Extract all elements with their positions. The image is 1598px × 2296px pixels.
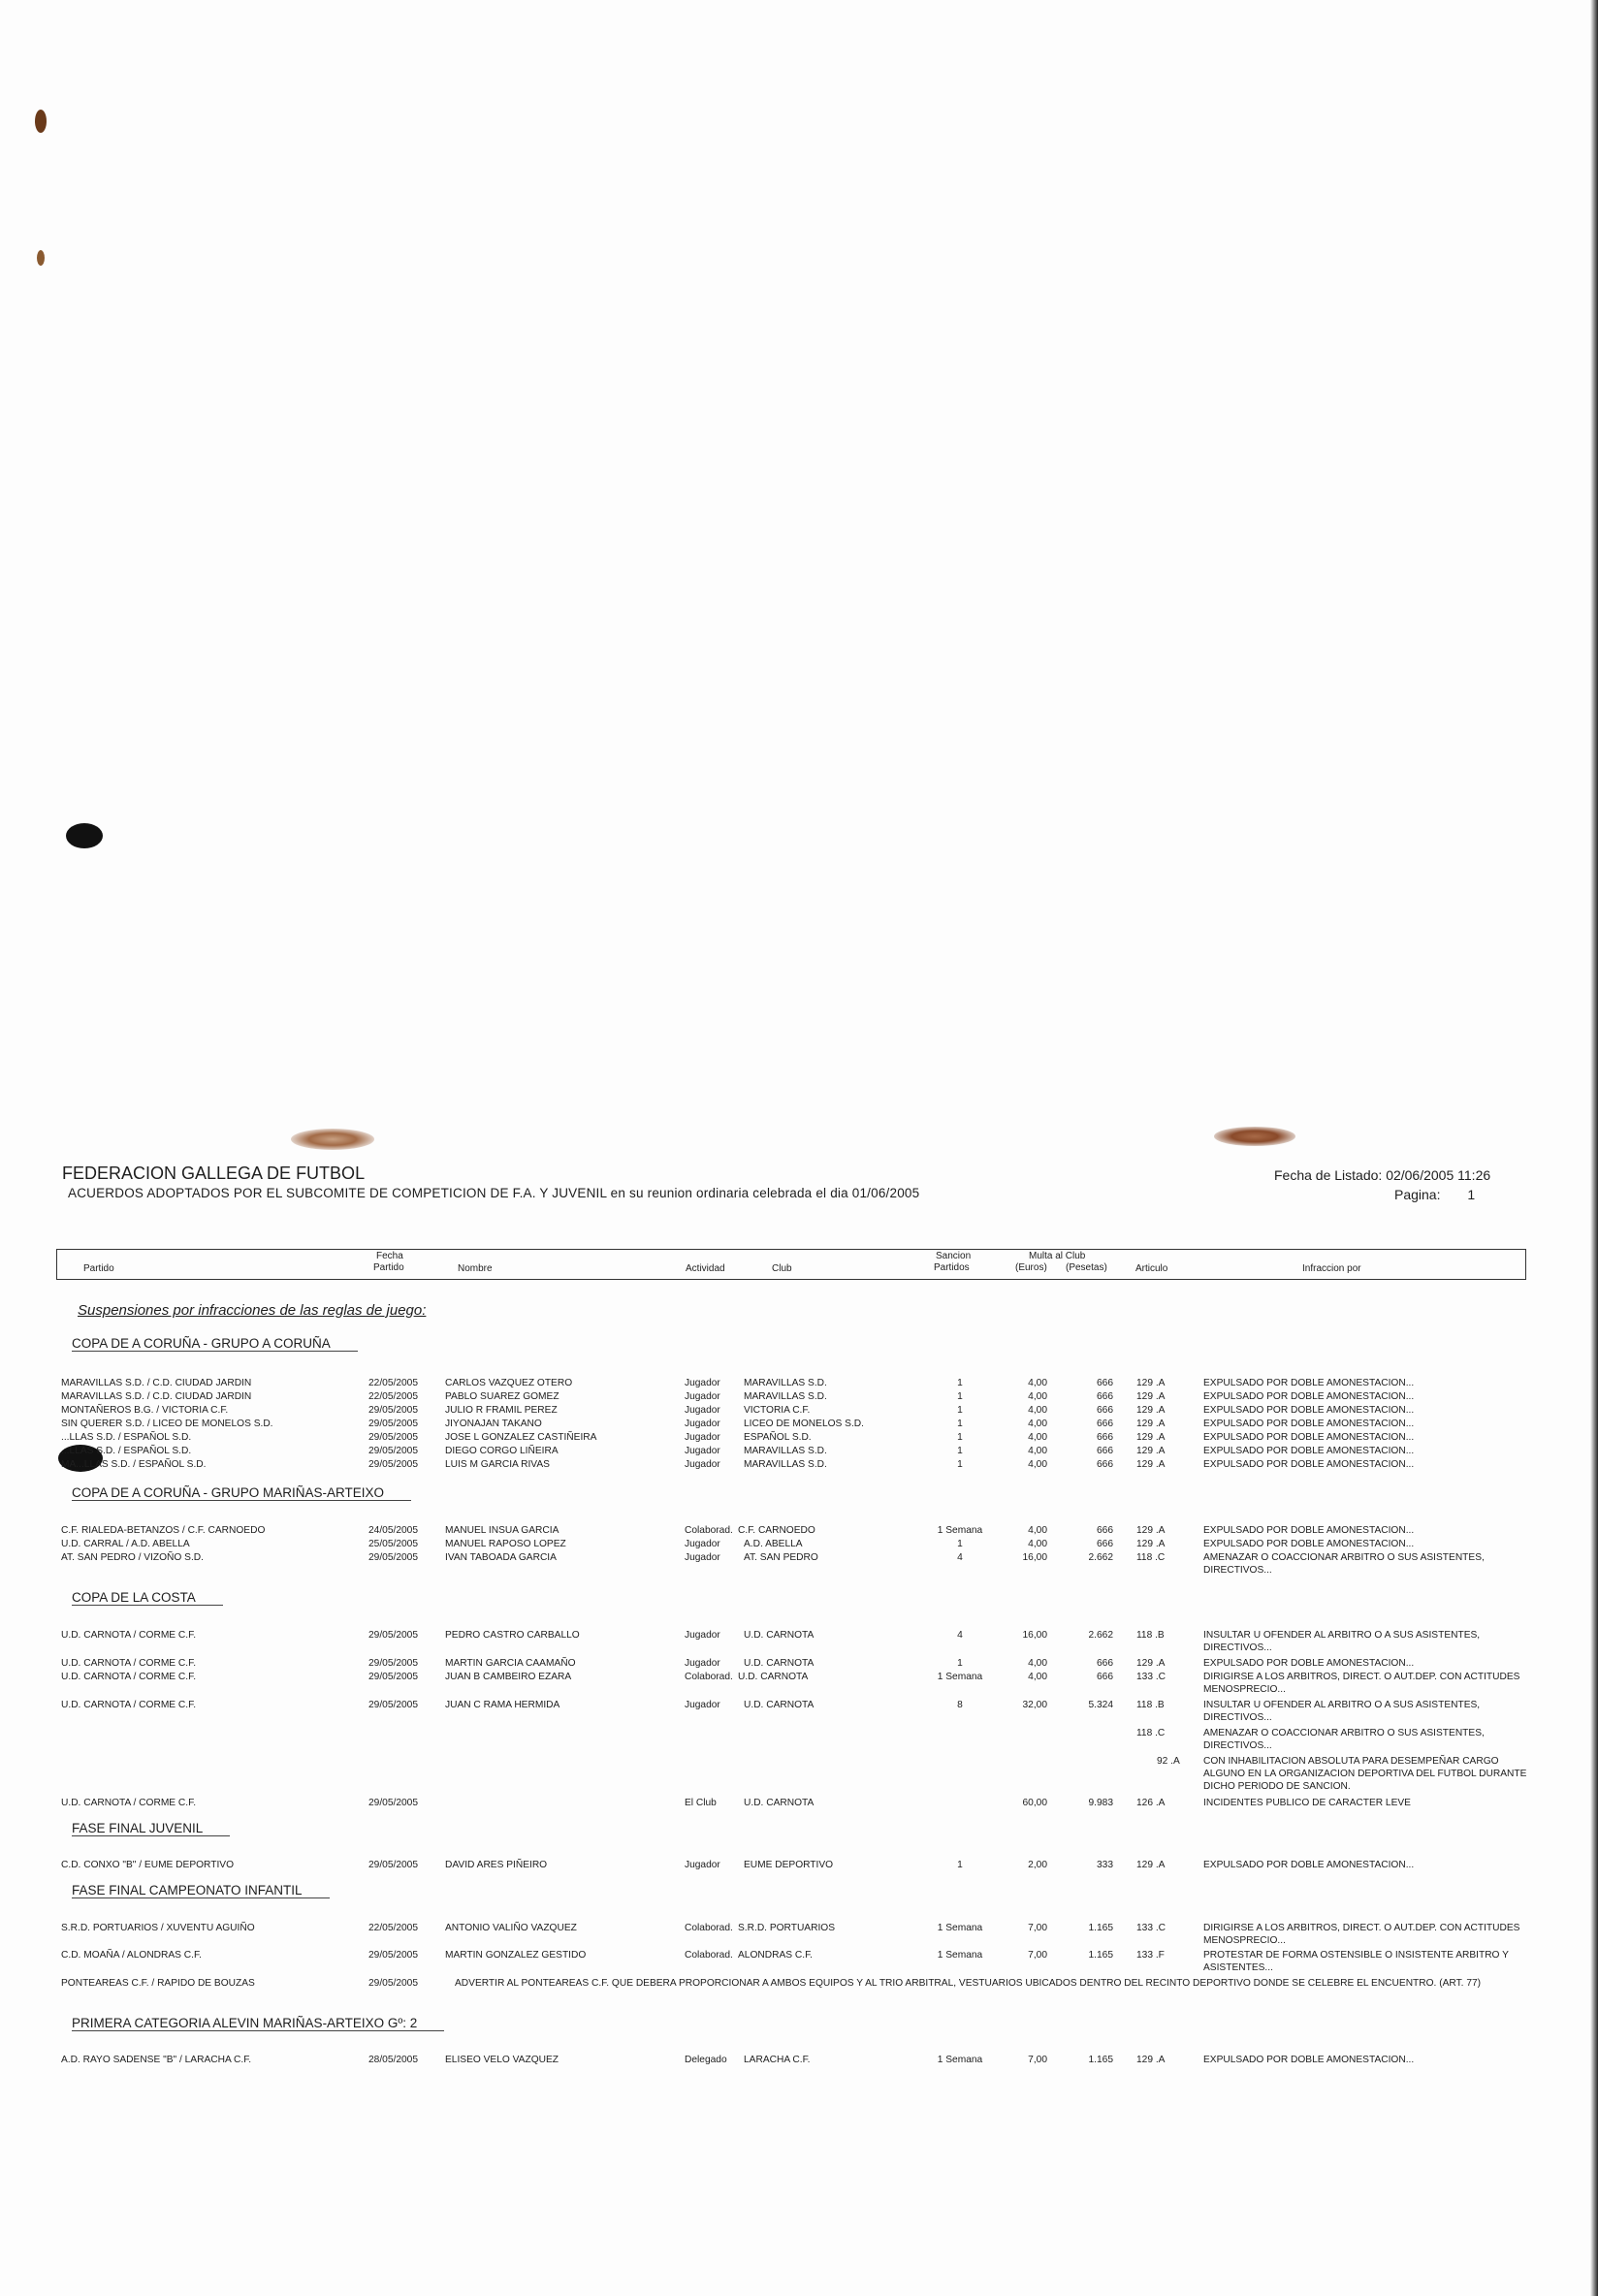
cell-act: Jugador	[685, 1446, 720, 1456]
cell-club: U.D. CARNOTA	[744, 1630, 815, 1641]
cell-art: 133 .F	[1136, 1950, 1165, 1961]
cell-euros: 7,00	[1028, 1923, 1047, 1933]
cell-club: VICTORIA C.F.	[744, 1405, 811, 1416]
cell-art: 129 .A	[1136, 2055, 1166, 2065]
cell-part: MA...LLAS S.D. / ESPAÑOL S.D.	[61, 1459, 207, 1470]
cell-act: Colaborad.	[685, 1950, 733, 1961]
cell-euros: 4,00	[1028, 1446, 1047, 1456]
cell-pes: 2.662	[1088, 1630, 1113, 1641]
cell-pes: 666	[1097, 1432, 1113, 1443]
table-row	[0, 1671, 1598, 1695]
page-label: Pagina:	[1394, 1187, 1441, 1202]
cell-inf: EXPULSADO POR DOBLE AMONESTACION...	[1203, 1378, 1415, 1388]
cell-nombre: PEDRO CASTRO CARBALLO	[445, 1630, 580, 1641]
cell-inf: AMENAZAR O COACCIONAR ARBITRO O SUS ASISTENTES, DIRECTIVOS...	[1203, 1728, 1485, 1751]
cell-pes: 5.324	[1088, 1700, 1113, 1710]
cell-inf: AMENAZAR O COACCIONAR ARBITRO O SUS ASISTENTES, DIRECTIVOS...	[1203, 1552, 1485, 1576]
cell-act: Jugador	[685, 1391, 720, 1402]
cell-pes: 1.165	[1088, 1950, 1113, 1961]
cell-club: S.R.D. PORTUARIOS	[738, 1923, 836, 1933]
cell-part: U.D. CARNOTA / CORME C.F.	[61, 1700, 197, 1710]
cell-fecha: 29/05/2005	[368, 1405, 418, 1416]
cell-fecha: 29/05/2005	[368, 1419, 418, 1429]
cell-club: U.D. CARNOTA	[744, 1700, 815, 1710]
cell-part: U.D. CARRAL / A.D. ABELLA	[61, 1539, 190, 1549]
cell-club: EUME DEPORTIVO	[744, 1860, 834, 1870]
cell-nombre: JULIO R FRAMIL PEREZ	[445, 1405, 558, 1416]
cell-pes: 9.983	[1088, 1798, 1113, 1808]
col-actividad: Actividad	[686, 1263, 725, 1274]
cell-act: Colaborad.	[685, 1923, 733, 1933]
cell-sanc: 1	[957, 1446, 963, 1456]
cell-inf: EXPULSADO POR DOBLE AMONESTACION...	[1203, 1391, 1415, 1402]
col-partido: Partido	[83, 1263, 114, 1274]
cell-art: 126 .A	[1136, 1798, 1166, 1808]
cell-part: C.F. RIALEDA-BETANZOS / C.F. CARNOEDO	[61, 1525, 266, 1536]
cell-euros: 4,00	[1028, 1539, 1047, 1549]
table-row	[0, 1699, 1598, 1723]
cell-part: MARAVILLAS S.D. / C.D. CIUDAD JARDIN	[61, 1378, 252, 1388]
ink-spot	[37, 250, 45, 266]
col-infraccion: Infraccion por	[1302, 1263, 1361, 1274]
table-row	[0, 1404, 1598, 1418]
cell-part: AT. SAN PEDRO / VIZOÑO S.D.	[61, 1552, 204, 1563]
cell-pes: 666	[1097, 1539, 1113, 1549]
cell-art: 129 .A	[1136, 1459, 1166, 1470]
cell-fecha: 29/05/2005	[368, 1700, 418, 1710]
cell-inf: DIRIGIRSE A LOS ARBITROS, DIRECT. O AUT.DEP. CON ACTITUDES MENOSPRECIO...	[1203, 1672, 1520, 1695]
cell-art: 129 .A	[1136, 1378, 1166, 1388]
cell-sanc: 1	[957, 1539, 963, 1549]
table-row	[0, 1418, 1598, 1431]
cell-act: El Club	[685, 1798, 717, 1808]
table-row	[0, 1859, 1598, 1872]
cell-fecha: 24/05/2005	[368, 1525, 418, 1536]
table-row	[0, 1977, 1598, 1991]
cell-sanc: 4	[957, 1630, 963, 1641]
cell-pes: 666	[1097, 1405, 1113, 1416]
cell-nombre: ELISEO VELO VAZQUEZ	[445, 2055, 559, 2065]
cell-art: 129 .A	[1136, 1432, 1166, 1443]
cell-part: ...LLAS S.D. / ESPAÑOL S.D.	[61, 1432, 192, 1443]
cell-part: U.D. CARNOTA / CORME C.F.	[61, 1798, 197, 1808]
cell-art: 129 .A	[1136, 1419, 1166, 1429]
cell-part: U.D. CARNOTA / CORME C.F.	[61, 1672, 197, 1682]
cell-act: Jugador	[685, 1405, 720, 1416]
cell-art: 129 .A	[1136, 1405, 1166, 1416]
cell-inf: INCIDENTES PUBLICO DE CARACTER LEVE	[1203, 1798, 1411, 1808]
cell-nombre: MARTIN GONZALEZ GESTIDO	[445, 1950, 587, 1961]
cell-sanc: 1	[957, 1658, 963, 1669]
table-row	[0, 1949, 1598, 1973]
cell-part: U.D. CARNOTA / CORME C.F.	[61, 1630, 197, 1641]
cell-pes: 666	[1097, 1378, 1113, 1388]
cell-club: ESPAÑOL S.D.	[744, 1432, 812, 1443]
cell-pes: 1.165	[1088, 1923, 1113, 1933]
col-multa-top: Multa al Club	[1029, 1251, 1086, 1261]
table-row	[0, 1538, 1598, 1551]
cell-inf: PROTESTAR DE FORMA OSTENSIBLE O INSISTENTE ARBITRO Y ASISTENTES...	[1203, 1950, 1509, 1973]
column-header-box	[56, 1249, 1526, 1280]
table-row	[0, 1458, 1598, 1472]
table-row	[0, 1922, 1598, 1946]
cell-fecha: 29/05/2005	[368, 1672, 418, 1682]
cell-euros: 16,00	[1022, 1552, 1047, 1563]
cell-part: A.D. RAYO SADENSE "B" / LARACHA C.F.	[61, 2055, 252, 2065]
cell-fecha: 29/05/2005	[368, 1798, 418, 1808]
cell-art: 129 .A	[1136, 1446, 1166, 1456]
cell-euros: 2,00	[1028, 1860, 1047, 1870]
cell-nombre: MANUEL RAPOSO LOPEZ	[445, 1539, 566, 1549]
cell-art: 92 .A	[1157, 1756, 1180, 1767]
cell-part: MARAVILLAS S.D. / C.D. CIUDAD JARDIN	[61, 1391, 252, 1402]
group-title: FASE FINAL JUVENIL	[72, 1821, 230, 1836]
table-row	[0, 1390, 1598, 1404]
cell-act: Jugador	[685, 1378, 720, 1388]
cell-pes: 666	[1097, 1459, 1113, 1470]
cell-art: 129 .A	[1136, 1860, 1166, 1870]
listing-date	[1274, 1167, 1490, 1183]
cell-act: Jugador	[685, 1860, 720, 1870]
cell-club: MARAVILLAS S.D.	[744, 1378, 827, 1388]
organization-name: FEDERACION GALLEGA DE FUTBOL	[62, 1164, 366, 1183]
listing-date-label: Fecha de Listado:	[1274, 1167, 1383, 1183]
cell-art: 118 .B	[1136, 1630, 1165, 1641]
cell-act: Colaborad.	[685, 1525, 733, 1536]
cell-euros: 16,00	[1022, 1630, 1047, 1641]
cell-nombre: MARTIN GARCIA CAAMAÑO	[445, 1658, 576, 1669]
cell-pes: 1.165	[1088, 2055, 1113, 2065]
cell-club: AT. SAN PEDRO	[744, 1552, 818, 1563]
table-row	[0, 1431, 1598, 1445]
col-euros: (Euros)	[1015, 1262, 1047, 1273]
cell-art: 129 .A	[1136, 1525, 1166, 1536]
cell-euros: 7,00	[1028, 1950, 1047, 1961]
table-row	[0, 1797, 1598, 1810]
cell-fecha: 29/05/2005	[368, 1950, 418, 1961]
cell-part: ...LLAS S.D. / ESPAÑOL S.D.	[61, 1446, 192, 1456]
cell-club: A.D. ABELLA	[744, 1539, 803, 1549]
cell-fecha: 22/05/2005	[368, 1378, 418, 1388]
ink-spot	[35, 110, 47, 133]
cell-fecha: 29/05/2005	[368, 1459, 418, 1470]
cell-art: 118 .C	[1136, 1552, 1166, 1563]
table-row	[0, 2054, 1598, 2067]
table-row	[0, 1524, 1598, 1538]
table-row	[0, 1377, 1598, 1390]
cell-part: PONTEAREAS C.F. / RAPIDO DE BOUZAS	[61, 1978, 255, 1989]
cell-nombre: DAVID ARES PIÑEIRO	[445, 1860, 548, 1870]
cell-club: C.F. CARNOEDO	[738, 1525, 815, 1536]
cell-inf: EXPULSADO POR DOBLE AMONESTACION...	[1203, 1539, 1415, 1549]
cell-euros: 60,00	[1022, 1798, 1047, 1808]
cell-pes: 666	[1097, 1446, 1113, 1456]
cell-act: Jugador	[685, 1539, 720, 1549]
cell-pes: 666	[1097, 1419, 1113, 1429]
col-sancion-bottom: Partidos	[934, 1262, 970, 1273]
cell-euros: 4,00	[1028, 1525, 1047, 1536]
cell-euros: 32,00	[1022, 1700, 1047, 1710]
cell-pes: 666	[1097, 1391, 1113, 1402]
cell-club: U.D. CARNOTA	[744, 1798, 815, 1808]
table-row	[0, 1727, 1598, 1751]
cell-inf: EXPULSADO POR DOBLE AMONESTACION...	[1203, 1419, 1415, 1429]
cell-inf: EXPULSADO POR DOBLE AMONESTACION...	[1203, 1459, 1415, 1470]
cell-sanc: 1 Semana	[937, 1672, 983, 1682]
cell-act: Jugador	[685, 1658, 720, 1669]
table-row	[0, 1629, 1598, 1653]
cell-sanc: 8	[957, 1700, 963, 1710]
cell-sanc: 1	[957, 1405, 963, 1416]
cell-nombre: JOSE L GONZALEZ CASTIÑEIRA	[445, 1432, 597, 1443]
group-title: COPA DE LA COSTA	[72, 1590, 223, 1606]
col-sancion-top: Sancion	[936, 1251, 972, 1261]
cell-nombre: CARLOS VAZQUEZ OTERO	[445, 1378, 573, 1388]
staple-mark	[291, 1129, 374, 1150]
group-title: FASE FINAL CAMPEONATO INFANTIL	[72, 1883, 330, 1898]
cell-fecha: 29/05/2005	[368, 1432, 418, 1443]
cell-inf: EXPULSADO POR DOBLE AMONESTACION...	[1203, 2055, 1415, 2065]
cell-inf: EXPULSADO POR DOBLE AMONESTACION...	[1203, 1446, 1415, 1456]
section-title: Suspensiones por infracciones de las reglas de juego:	[78, 1302, 427, 1319]
cell-sanc: 1 Semana	[937, 1950, 983, 1961]
table-row	[0, 1445, 1598, 1458]
col-articulo: Articulo	[1135, 1263, 1168, 1274]
cell-fecha: 29/05/2005	[368, 1446, 418, 1456]
cell-inf: CON INHABILITACION ABSOLUTA PARA DESEMPEÑAR CARGO ALGUNO EN LA ORGANIZACION DEPORTIVA DEL FUTBOL DURANTE DICHO PERIODO DE SANCION.	[1203, 1756, 1527, 1792]
cell-art: 129 .A	[1136, 1539, 1166, 1549]
cell-club: MARAVILLAS S.D.	[744, 1391, 827, 1402]
cell-part: SIN QUERER S.D. / LICEO DE MONELOS S.D.	[61, 1419, 273, 1429]
cell-fecha: 22/05/2005	[368, 1923, 418, 1933]
cell-wide: ADVERTIR AL PONTEAREAS C.F. QUE DEBERA PROPORCIONAR A AMBOS EQUIPOS Y AL TRIO ARBITRAL, VESTUARIOS UBICADOS DENTRO DEL RECINTO DEPORTIVO DONDE SE CELEBRE EL ENCUENTRO. (ART. 77)	[455, 1978, 1482, 1989]
col-fecha-bottom: Partido	[373, 1262, 404, 1273]
cell-part: U.D. CARNOTA / CORME C.F.	[61, 1658, 197, 1669]
col-fecha-top: Fecha	[376, 1251, 403, 1261]
cell-euros: 4,00	[1028, 1672, 1047, 1682]
staple-mark	[1214, 1127, 1295, 1146]
cell-inf: EXPULSADO POR DOBLE AMONESTACION...	[1203, 1860, 1415, 1870]
cell-euros: 4,00	[1028, 1419, 1047, 1429]
cell-fecha: 29/05/2005	[368, 1860, 418, 1870]
cell-nombre: LUIS M GARCIA RIVAS	[445, 1459, 550, 1470]
cell-act: Jugador	[685, 1700, 720, 1710]
cell-nombre: JUAN B CAMBEIRO EZARA	[445, 1672, 572, 1682]
cell-pes: 666	[1097, 1672, 1113, 1682]
cell-art: 118 .C	[1136, 1728, 1166, 1738]
page-number-value: 1	[1467, 1187, 1476, 1202]
cell-fecha: 29/05/2005	[368, 1658, 418, 1669]
cell-club: LICEO DE MONELOS S.D.	[744, 1419, 864, 1429]
cell-euros: 4,00	[1028, 1391, 1047, 1402]
cell-inf: EXPULSADO POR DOBLE AMONESTACION...	[1203, 1525, 1415, 1536]
cell-fecha: 25/05/2005	[368, 1539, 418, 1549]
cell-part: C.D. CONXO "B" / EUME DEPORTIVO	[61, 1860, 234, 1870]
cell-club: MARAVILLAS S.D.	[744, 1459, 827, 1470]
cell-euros: 7,00	[1028, 2055, 1047, 2065]
cell-sanc: 1	[957, 1860, 963, 1870]
cell-art: 129 .A	[1136, 1658, 1166, 1669]
cell-pes: 666	[1097, 1525, 1113, 1536]
cell-fecha: 28/05/2005	[368, 2055, 418, 2065]
page-number	[1394, 1187, 1475, 1202]
report-subtitle: ACUERDOS ADOPTADOS POR EL SUBCOMITE DE COMPETICION DE F.A. Y JUVENIL en su reunion ordinaria celebrada el dia 01/06/2005	[68, 1186, 920, 1200]
cell-nombre: JUAN C RAMA HERMIDA	[445, 1700, 560, 1710]
cell-fecha: 29/05/2005	[368, 1552, 418, 1563]
cell-inf: INSULTAR U OFENDER AL ARBITRO O A SUS ASISTENTES, DIRECTIVOS...	[1203, 1700, 1481, 1723]
cell-act: Jugador	[685, 1630, 720, 1641]
cell-euros: 4,00	[1028, 1459, 1047, 1470]
cell-sanc: 1	[957, 1459, 963, 1470]
col-pesetas: (Pesetas)	[1066, 1262, 1107, 1273]
cell-art: 133 .C	[1136, 1672, 1167, 1682]
table-row	[0, 1551, 1598, 1576]
cell-euros: 4,00	[1028, 1378, 1047, 1388]
cell-pes: 333	[1097, 1860, 1113, 1870]
cell-act: Jugador	[685, 1419, 720, 1429]
cell-nombre: IVAN TABOADA GARCIA	[445, 1552, 557, 1563]
cell-art: 129 .A	[1136, 1391, 1166, 1402]
cell-part: MONTAÑEROS B.G. / VICTORIA C.F.	[61, 1405, 229, 1416]
cell-nombre: PABLO SUAREZ GOMEZ	[445, 1391, 559, 1402]
cell-act: Jugador	[685, 1552, 720, 1563]
group-title: COPA DE A CORUÑA - GRUPO A CORUÑA	[72, 1336, 358, 1352]
cell-nombre: MANUEL INSUA GARCIA	[445, 1525, 559, 1536]
cell-pes: 666	[1097, 1658, 1113, 1669]
cell-sanc: 1 Semana	[937, 2055, 983, 2065]
cell-fecha: 22/05/2005	[368, 1391, 418, 1402]
cell-nombre: ANTONIO VALIÑO VAZQUEZ	[445, 1923, 577, 1933]
cell-euros: 4,00	[1028, 1405, 1047, 1416]
col-nombre: Nombre	[458, 1263, 493, 1274]
cell-part: C.D. MOAÑA / ALONDRAS C.F.	[61, 1950, 202, 1961]
cell-inf: EXPULSADO POR DOBLE AMONESTACION...	[1203, 1658, 1415, 1669]
listing-date-value: 02/06/2005 11:26	[1386, 1167, 1491, 1183]
col-club: Club	[772, 1263, 792, 1274]
cell-art: 118 .B	[1136, 1700, 1165, 1710]
cell-nombre: JIYONAJAN TAKANO	[445, 1419, 542, 1429]
cell-inf: EXPULSADO POR DOBLE AMONESTACION...	[1203, 1432, 1415, 1443]
cell-sanc: 1 Semana	[937, 1923, 983, 1933]
cell-art: 133 .C	[1136, 1923, 1167, 1933]
cell-act: Jugador	[685, 1459, 720, 1470]
cell-euros: 4,00	[1028, 1658, 1047, 1669]
table-row	[0, 1657, 1598, 1671]
cell-sanc: 1	[957, 1391, 963, 1402]
cell-sanc: 1	[957, 1432, 963, 1443]
group-title: PRIMERA CATEGORIA ALEVIN MARIÑAS-ARTEIXO Gº: 2	[72, 2016, 444, 2031]
group-title: COPA DE A CORUÑA - GRUPO MARIÑAS-ARTEIXO	[72, 1485, 411, 1501]
cell-inf: INSULTAR U OFENDER AL ARBITRO O A SUS ASISTENTES, DIRECTIVOS...	[1203, 1630, 1481, 1653]
cell-sanc: 1	[957, 1419, 963, 1429]
cell-club: U.D. CARNOTA	[738, 1672, 809, 1682]
cell-act: Jugador	[685, 1432, 720, 1443]
cell-sanc: 1	[957, 1378, 963, 1388]
cell-inf: DIRIGIRSE A LOS ARBITROS, DIRECT. O AUT.DEP. CON ACTITUDES MENOSPRECIO...	[1203, 1923, 1520, 1946]
cell-act: Colaborad.	[685, 1672, 733, 1682]
cell-part: S.R.D. PORTUARIOS / XUVENTU AGUIÑO	[61, 1923, 255, 1933]
cell-nombre: DIEGO CORGO LIÑEIRA	[445, 1446, 559, 1456]
table-row	[0, 1755, 1598, 1792]
cell-euros: 4,00	[1028, 1432, 1047, 1443]
cell-club: MARAVILLAS S.D.	[744, 1446, 827, 1456]
cell-fecha: 29/05/2005	[368, 1978, 418, 1989]
ink-spot	[66, 823, 103, 848]
cell-act: Delegado	[685, 2055, 727, 2065]
cell-club: LARACHA C.F.	[744, 2055, 811, 2065]
cell-fecha: 29/05/2005	[368, 1630, 418, 1641]
cell-inf: EXPULSADO POR DOBLE AMONESTACION...	[1203, 1405, 1415, 1416]
cell-club: U.D. CARNOTA	[744, 1658, 815, 1669]
cell-club: ALONDRAS C.F.	[738, 1950, 813, 1961]
cell-sanc: 4	[957, 1552, 963, 1563]
cell-sanc: 1 Semana	[937, 1525, 983, 1536]
cell-pes: 2.662	[1088, 1552, 1113, 1563]
